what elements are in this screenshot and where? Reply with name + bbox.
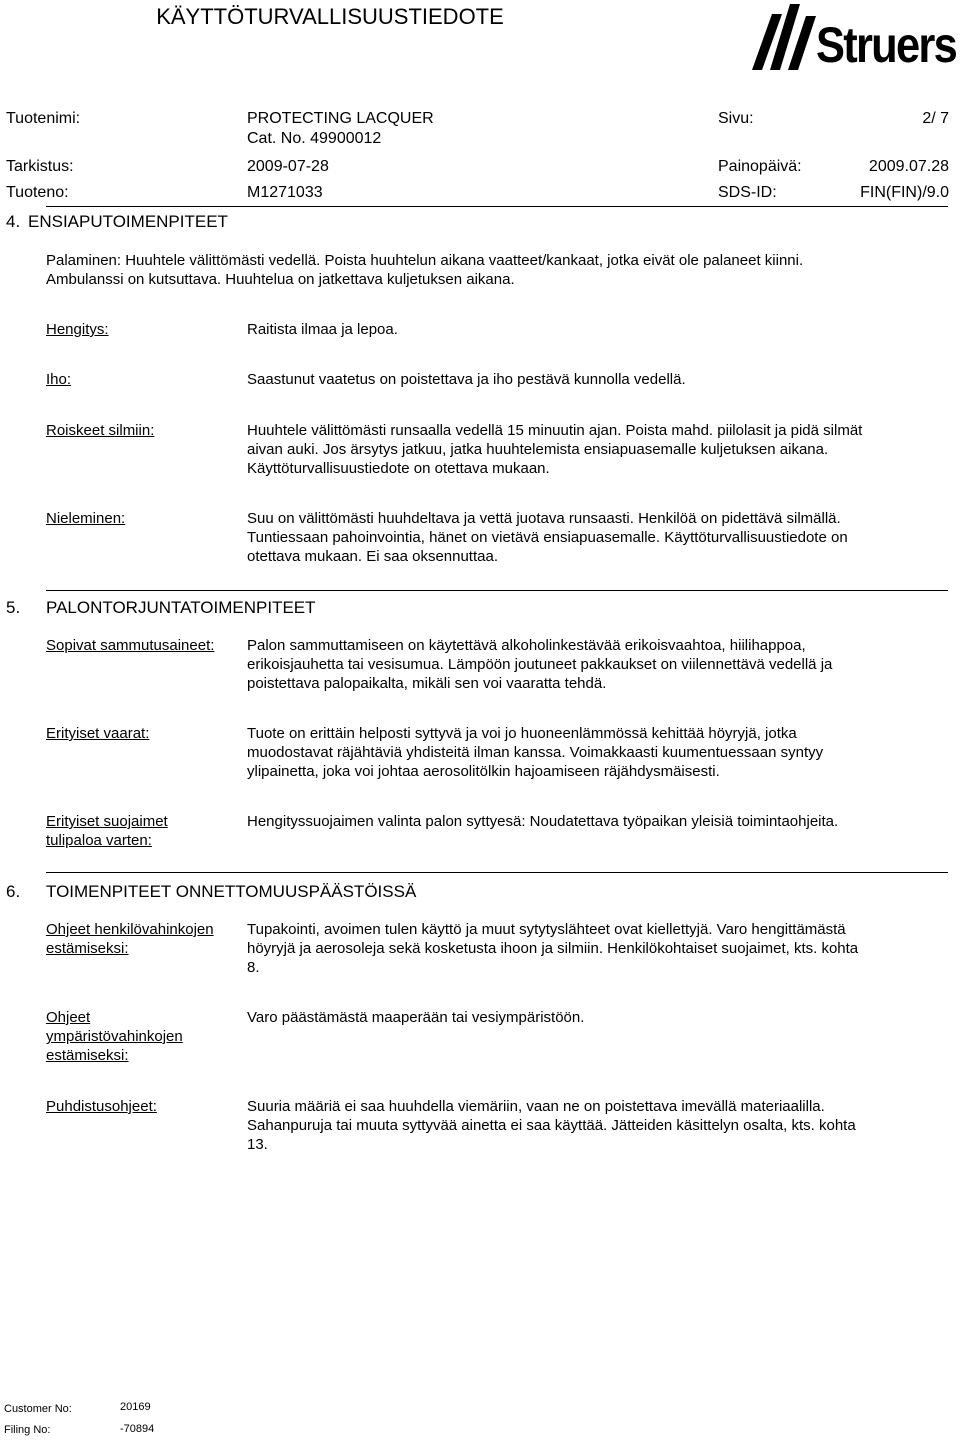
catalog-number: Cat. No. 49900012: [247, 130, 382, 147]
label-ingestion: Nieleminen:: [46, 510, 126, 527]
text-cleanup-line: Suuria määriä ei saa huuhdella viemäriin, vaan ne on poistettava imevällä materiaalilla.: [247, 1098, 825, 1115]
label-personal-precautions: Ohjeet henkilövahinkojen: [46, 921, 214, 938]
text-ingestion-line: Tuntiessaan pahoinvointia, hänet on vietävä ensiapuasemalle. Käyttöturvallisuustiedote on: [247, 529, 848, 546]
filing-no-value: -70894: [120, 1423, 155, 1435]
text-environmental: Varo päästämästä maaperään tai vesiympäristöön.: [247, 1009, 585, 1026]
page-label: Sivu:: [718, 110, 754, 127]
section-4-intro-line: Palaminen: Huuhtele välittömästi vedellä. Poista huuhtelun aikana vaatteet/kankaat, jotka eivät ole palaneet kiinni.: [46, 252, 804, 269]
product-name: PROTECTING LACQUER: [247, 110, 434, 127]
section-4-intro-line: Ambulanssi on kutsuttava. Huuhtelua on jatkettava kuljetuksen aikana.: [46, 271, 515, 288]
divider: [46, 206, 948, 207]
text-extinguishing-line: erikoisjauhetta tai vesisumua. Lämpöön joutuneet pakkaukset on viilennettävä vedellä ja: [247, 656, 833, 673]
text-personal-line: höyryjä ja aerosoleja sekä kosketusta ihoon ja silmiin. Henkilökohtaiset suojaimet, kts. kohta: [247, 940, 859, 957]
text-cleanup-line: 13.: [247, 1136, 268, 1153]
section-5-number: 5.: [6, 598, 21, 617]
sds-id-value: FIN(FIN)/9.0: [860, 184, 949, 201]
text-extinguishing-line: Palon sammuttamiseen on käytettävä alkoholinkestävää erikoisvaahtoa, hiilihappoa,: [247, 637, 806, 654]
customer-no-value: 20169: [120, 1401, 151, 1413]
revision-value: 2009-07-28: [247, 158, 329, 175]
section-4-number: 4.: [6, 212, 21, 231]
section-6-number: 6.: [6, 882, 21, 901]
text-hazards-line: muodostavat räjähtäviä yhdisteitä ilman kanssa. Voimakkaasti kuumentuessaan syntyy: [247, 744, 824, 761]
label-protective-equipment: Erityiset suojaimet: [46, 813, 168, 830]
text-ingestion-line: otettava mukaan. Ei saa oksennuttaa.: [247, 548, 498, 565]
text-eyes-line: Käyttöturvallisuustiedote on otettava mukaan.: [247, 460, 550, 477]
text-cleanup-line: Sahanpuruja tai muuta syttyvää ainetta ei saa käyttää. Jätteiden käsittelyn osalta, kts. kohta: [247, 1117, 856, 1134]
text-skin: Saastunut vaatetus on poistettava ja iho pestävä kunnolla vedellä.: [247, 371, 686, 388]
product-no-value: M1271033: [247, 184, 323, 201]
revision-label: Tarkistus:: [6, 158, 74, 175]
text-hazards-line: ylipainetta, joka voi johtaa aerosolitölkin hajoamiseen räjähdysmäisesti.: [247, 763, 720, 780]
label-protective-equipment: tulipaloa varten:: [46, 832, 152, 849]
document-title: KÄYTTÖTURVALLISUUSTIEDOTE: [156, 4, 504, 29]
print-date-value: 2009.07.28: [868, 158, 949, 175]
section-6-title: TOIMENPITEET ONNETTOMUUSPÄÄSTÖISSÄ: [46, 882, 417, 901]
print-date-label: Painopäivä:: [718, 158, 802, 175]
label-personal-precautions: estämiseksi:: [46, 940, 129, 957]
label-inhalation: Hengitys:: [46, 321, 109, 338]
section-4-title: ENSIAPUTOIMENPITEET: [28, 212, 228, 231]
divider: [46, 872, 948, 873]
text-personal-line: Tupakointi, avoimen tulen käyttö ja muut sytytyslähteet ovat kiellettyjä. Varo hengittämästä: [247, 921, 846, 938]
logo-wordmark: Struers: [816, 17, 957, 72]
label-environmental-precautions: estämiseksi:: [46, 1047, 129, 1064]
section-5-title: PALONTORJUNTATOIMENPITEET: [46, 598, 316, 617]
text-extinguishing-line: poistettava palopaikalta, mikäli sen voi vaaratta tehdä.: [247, 675, 607, 692]
logo-stripes-icon: [752, 4, 816, 70]
text-eyes-line: aivan auki. Jos ärsytys jatkuu, jatka huuhtelemista ensiapuasemalle kuljetuksen aikana.: [247, 441, 829, 458]
customer-no-label: Customer No:: [4, 1403, 72, 1415]
label-extinguishing-media: Sopivat sammutusaineet:: [46, 637, 215, 654]
text-hazards-line: Tuote on erittäin helposti syttyvä ja voi jo huoneenlämmössä kehittää höyryjä, jotka: [247, 725, 797, 742]
divider: [46, 590, 948, 591]
text-inhalation: Raitista ilmaa ja lepoa.: [247, 321, 398, 338]
page-value: 2/ 7: [922, 110, 949, 127]
struers-logo: [744, 2, 958, 72]
filing-no-label: Filing No:: [4, 1424, 51, 1436]
text-protective-equipment: Hengityssuojaimen valinta palon syttyesä: Noudatettava työpaikan yleisiä toimintaohjeita.: [247, 813, 839, 830]
product-no-label: Tuoteno:: [6, 184, 69, 201]
text-personal-line: 8.: [247, 959, 260, 976]
label-cleanup: Puhdistusohjeet:: [46, 1098, 157, 1115]
text-ingestion-line: Suu on välittömästi huuhdeltava ja vettä juotava runsaasti. Henkilöä on pidettävä silmällä.: [247, 510, 841, 527]
label-environmental-precautions: Ohjeet: [46, 1009, 91, 1026]
label-skin: Iho:: [46, 371, 72, 388]
sds-id-label: SDS-ID:: [718, 184, 777, 201]
label-eyes: Roiskeet silmiin:: [46, 422, 155, 439]
text-eyes-line: Huuhtele välittömästi runsaalla vedellä 15 minuutin ajan. Poista mahd. piilolasit ja pidä silmät: [247, 422, 863, 439]
label-environmental-precautions: ympäristövahinkojen: [46, 1028, 183, 1045]
product-name-label: Tuotenimi:: [6, 110, 81, 127]
label-special-hazards: Erityiset vaarat:: [46, 725, 150, 742]
